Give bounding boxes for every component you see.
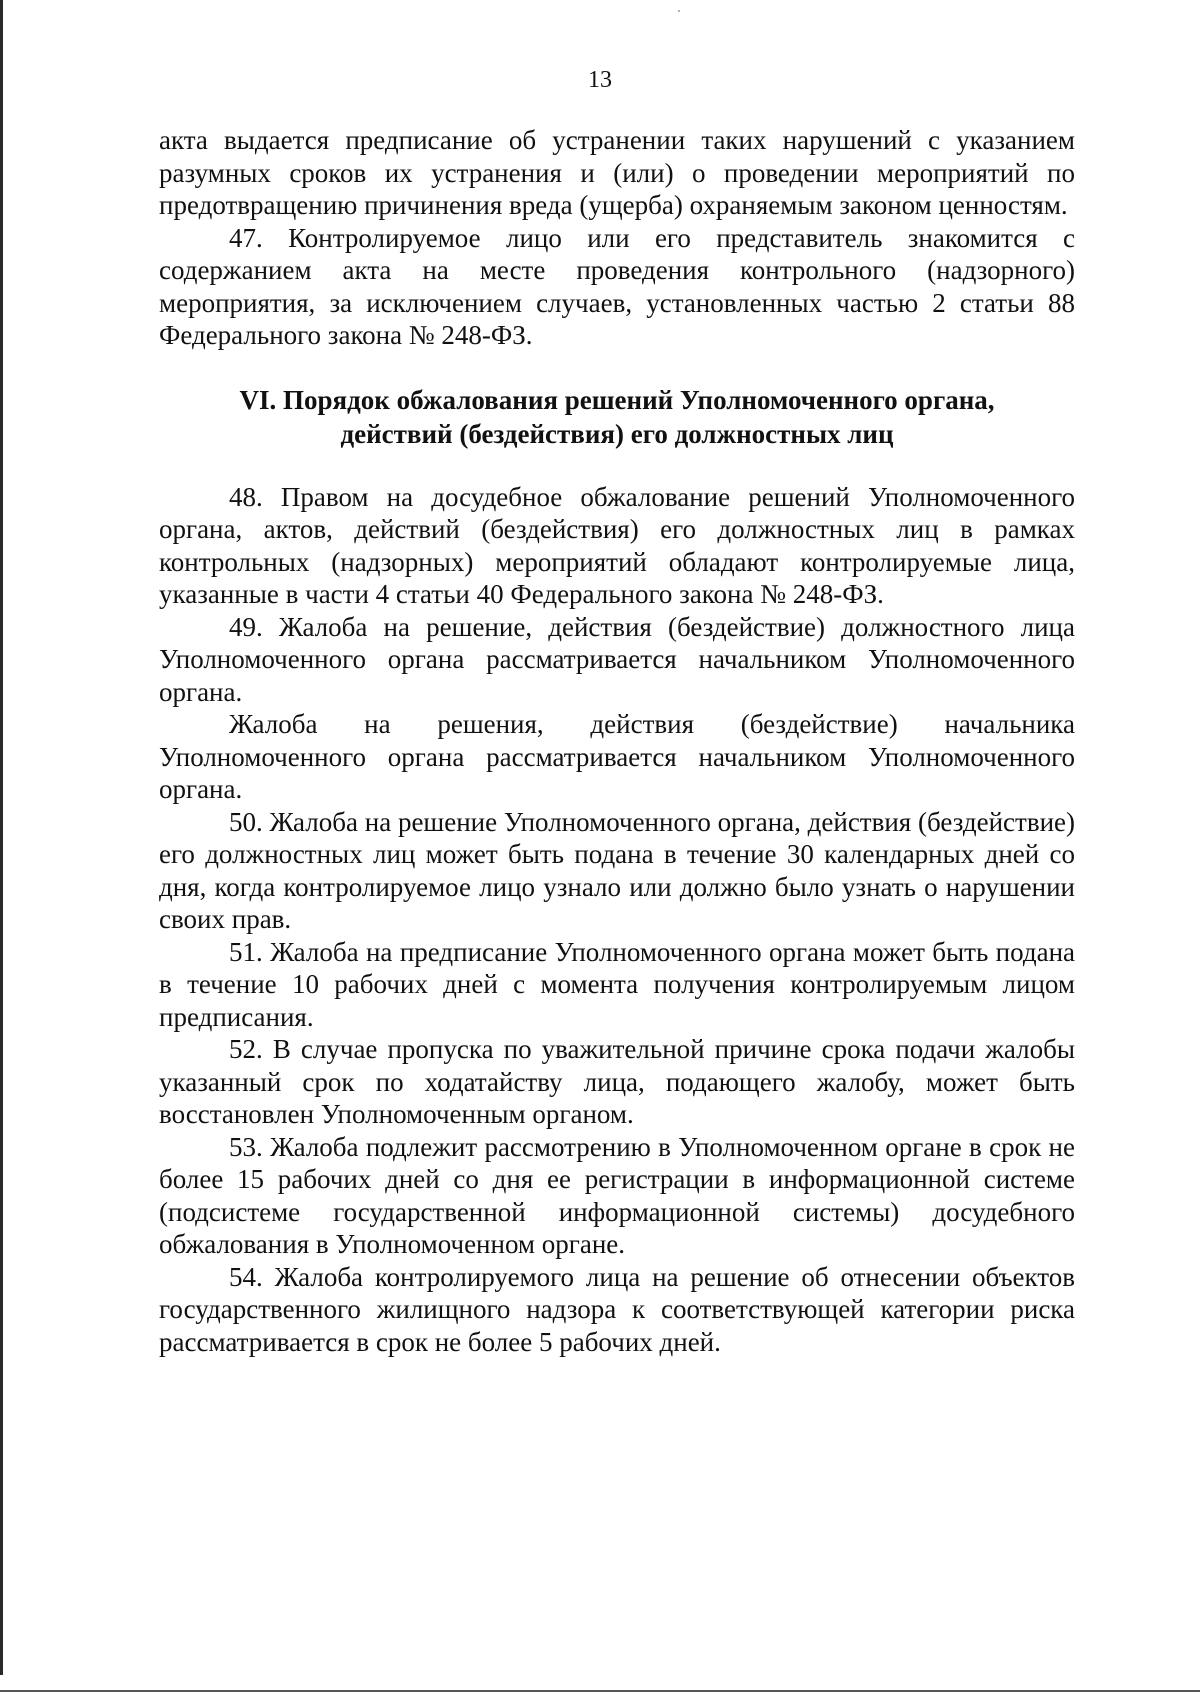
paragraph-51: 51. Жалоба на предписание Уполномоченного органа может быть подана в течение 10 рабочих дней с момента получения контролируемым лицом предписания. — [159, 936, 1075, 1032]
section-heading — [159, 383, 1075, 451]
paragraph-53: 53. Жалоба подлежит рассмотрению в Уполномоченном органе в срок не более 15 рабочих дней со дня ее регистрации в информационной системе (подсистеме государственной информационной системы) досудебного обжалования в Уполномоченном органе. — [159, 1131, 1075, 1259]
scan-speck — [678, 10, 680, 12]
paragraph-47: 47. Контролируемое лицо или его представитель знакомится с содержанием акта на месте проведения контрольного (надзорного) мероприятия, за исключением случаев, установленных частью 2 статьи 88 Федерального закона № 248-ФЗ. — [159, 222, 1075, 350]
paragraph-54: 54. Жалоба контролируемого лица на решение об отнесении объектов государственного жилищного надзора к соответствующей категории риска рассматривается в срок не более 5 рабочих дней. — [159, 1261, 1075, 1357]
paragraph-continuation: акта выдается предписание об устранении таких нарушений с указанием разумных сроков их устранения и (или) о проведении мероприятий по предотвращению причинения вреда (ущерба) охраняемым законом ценностям. — [159, 125, 1075, 220]
paragraph-48: 48. Правом на досудебное обжалование решений Уполномоченного органа, актов, действий (бездействия) его должностных лиц в рамках контрольных (надзорных) мероприятий обладают контролируемые лица, указанные в части 4 статьи 40 Федерального закона № 248-ФЗ. — [159, 481, 1075, 609]
paragraph-50: 50. Жалоба на решение Уполномоченного органа, действия (бездействие) его должностных лиц может быть подана в течение 30 календарных дней со дня, когда контролируемое лицо узнало или должно было узнать о нарушении своих прав. — [159, 806, 1075, 934]
scan-border-left — [0, 0, 3, 1675]
paragraph-49-continued: Жалоба на решения, действия (бездействие) начальника Уполномоченного органа рассматривается начальником Уполномоченного органа. — [159, 709, 1075, 804]
section-heading-line-2: действий (бездействия) его должностных лиц — [340, 418, 894, 449]
document-body — [159, 124, 1075, 1358]
paragraph-52: 52. В случае пропуска по уважительной причине срока подачи жалобы указанный срок по ходатайству лица, подающего жалобу, может быть восстановлен Уполномоченным органом. — [159, 1034, 1075, 1129]
scan-border-bottom — [0, 1690, 1200, 1692]
paragraph-49: 49. Жалоба на решение, действия (бездействие) должностного лица Уполномоченного органа рассматривается начальником Уполномоченного органа. — [159, 611, 1075, 707]
section-heading-line-1: VI. Порядок обжалования решений Уполномоченного органа, — [239, 384, 995, 415]
page-number: 13 — [588, 67, 612, 93]
